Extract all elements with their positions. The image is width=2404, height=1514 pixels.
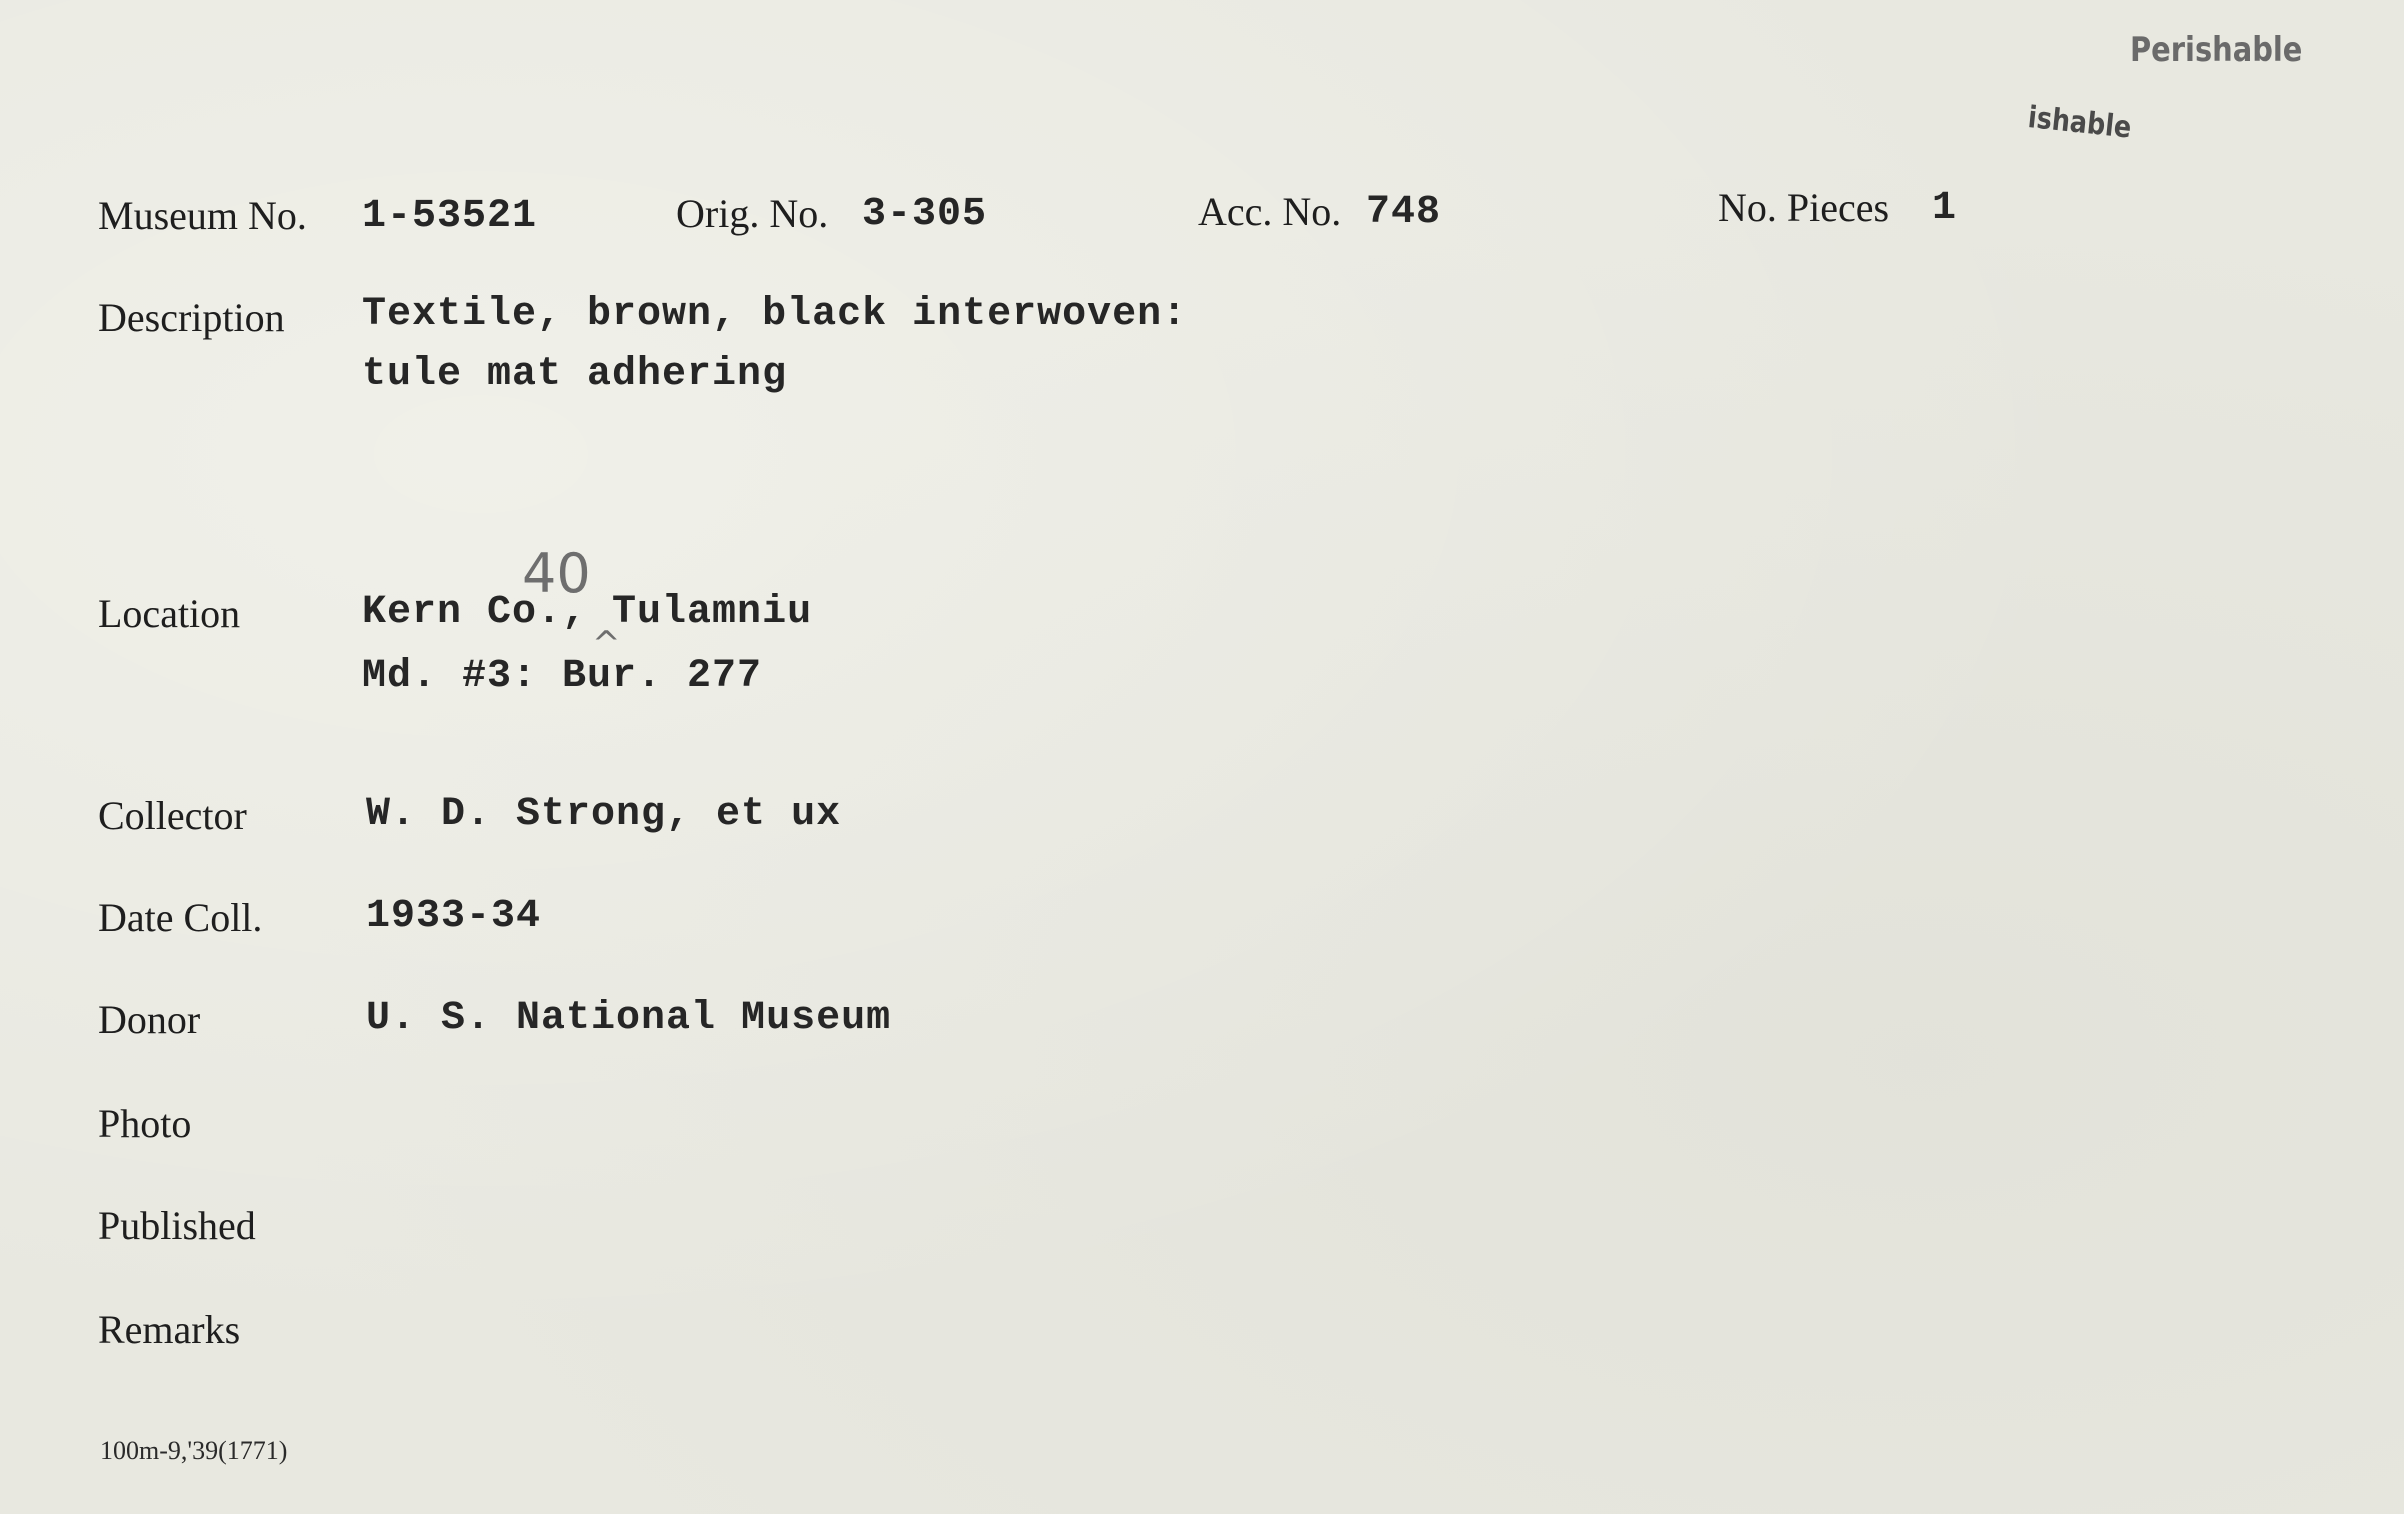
insertion-caret-mark: ^ bbox=[592, 624, 621, 664]
acc-no-value: 748 bbox=[1366, 190, 1442, 235]
donor-label: Donor bbox=[98, 997, 201, 1042]
description-line-1: Textile, brown, black interwoven: bbox=[362, 292, 1188, 337]
location-line-2: Md. #3: Bur. 277 bbox=[362, 654, 763, 699]
donor-value: U. S. National Museum bbox=[366, 996, 892, 1041]
orig-no-value: 3-305 bbox=[862, 192, 988, 237]
location-line-1: Kern Co., Tulamniu bbox=[362, 590, 813, 635]
date-coll-label: Date Coll. bbox=[98, 895, 263, 940]
collector-label: Collector bbox=[98, 793, 247, 838]
date-coll-value: 1933-34 bbox=[366, 894, 542, 939]
museum-no-label: Museum No. bbox=[98, 193, 307, 238]
location-handwritten-annotation: 40 bbox=[522, 542, 591, 605]
description-label: Description bbox=[98, 295, 285, 340]
photo-label: Photo bbox=[98, 1101, 192, 1146]
orig-no-label: Orig. No. bbox=[676, 191, 829, 236]
no-pieces-value: 1 bbox=[1932, 186, 1958, 231]
museum-no-value: 1-53521 bbox=[362, 194, 538, 239]
perishable-stamp-faint: ishable bbox=[2026, 100, 2134, 146]
location-label: Location bbox=[98, 591, 241, 636]
perishable-stamp: Perishable bbox=[2130, 30, 2303, 70]
description-line-2: tule mat adhering bbox=[362, 352, 788, 397]
printer-code: 100m-9,'39(1771) bbox=[100, 1436, 288, 1465]
collector-value: W. D. Strong, et ux bbox=[366, 792, 842, 837]
no-pieces-label: No. Pieces bbox=[1718, 185, 1890, 230]
published-label: Published bbox=[98, 1203, 256, 1248]
acc-no-label: Acc. No. bbox=[1198, 189, 1342, 234]
remarks-label: Remarks bbox=[98, 1307, 241, 1352]
